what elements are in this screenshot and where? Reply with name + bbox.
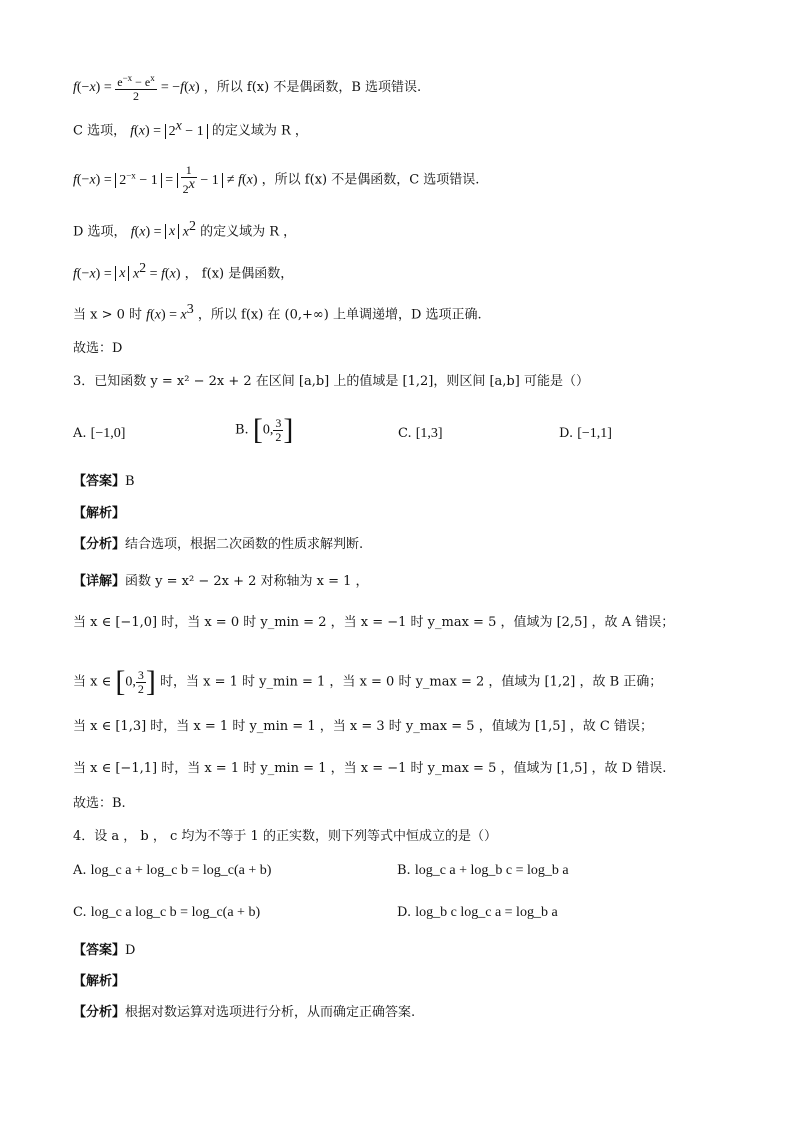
q4-option-a: A. log_c a + log_c b = log_c(a + b) (73, 863, 272, 878)
line-odd-check-b: f(−x) = $\frac{e^{-x} - e^x}{2}$ = −f(x) ，所以 f(x) 不是偶函数，B 选项错误. (73, 73, 422, 103)
q3-case-2: 当 x ∈ [0, $\frac{3}{2}$ ] 时，当 x = 1 时 y_min = 1 ，当 x = 0 时 y_max = 2 ，值域为 [1,2] ，故 B 正确； (73, 665, 663, 698)
q3-case-1: 当 x ∈ [−1,0] 时，当 x = 0 时 y_min = 2 ，当 x = −1 时 y_max = 5 ，值域为 [2,5] ，故 A 错误； (73, 615, 675, 630)
q3-option-a: A. [−1,0] (73, 426, 126, 441)
q3-answer: 【答案】B (73, 474, 135, 489)
q3-analysis-heading: 【解析】 (73, 506, 126, 521)
q3-option-c: C. [1,3] (398, 426, 443, 441)
q4-answer: 【答案】D (73, 943, 136, 958)
q4-option-d: D. log_b c log_c a = log_b a (397, 905, 558, 920)
q3-case-3: 当 x ∈ [1,3] 时，当 x = 1 时 y_min = 1 ，当 x = 3 时 y_max = 5 ，值域为 [1,5] ，故 C 错误； (73, 719, 653, 734)
q3-stem: 3．已知函数 y = x² − 2x + 2 在区间 [a,b] 上的值域是 [1,2]，则区间 [a,b] 可能是（） (73, 374, 589, 389)
q4-option-c: C. log_c a log_c b = log_c(a + b) (73, 905, 261, 920)
q4-fenxi: 【分析】根据对数运算对选项进行分析，从而确定正确答案. (73, 1005, 416, 1020)
line-option-c-check: $f(-x) = 2^{-x} - 1$ = $\frac{1}{2^x}$ − 1 ≠ f(x) ，所以 f(x) 不是偶函数，C 选项错误. (73, 163, 480, 196)
q3-case-4: 当 x ∈ [−1,1] 时，当 x = 1 时 y_min = 1 ，当 x = −1 时 y_max = 5 ，值域为 [1,5] ，故 D 错误. (73, 761, 667, 776)
formula-f-neg-x: f (73, 80, 77, 95)
choice-d-conclusion: 故选：D (73, 341, 123, 356)
line1-text: ，所以 f(x) 不是偶函数，B 选项错误. (203, 80, 422, 95)
q4-option-b: B. log_c a + log_b c = log_b a (397, 863, 569, 878)
q3-fenxi: 【分析】结合选项，根据二次函数的性质求解判断. (73, 537, 364, 552)
q4-analysis-heading: 【解析】 (73, 974, 126, 989)
line-option-d-monotonic: 当 x > 0 时 $f(x) = x^3$ ，所以 f(x) 在 (0,+∞) 上单调递增，D 选项正确. (73, 302, 482, 323)
q4-stem: 4．设 a ， b ， c 均为不等于 1 的正实数，则下列等式中恒成立的是（） (73, 829, 497, 844)
line-option-c-domain: C 选项， $f(x) = 2^x - 1$ 的定义域为 R ， (73, 118, 308, 139)
line-option-d-even: f(−x) = x $x^2 = f(x)$ ， f(x) 是偶函数， (73, 261, 294, 282)
line-option-d-domain: D 选项， f(x) = x $x^2$ 的定义域为 R ， (73, 219, 297, 240)
q3-option-b: B. [0, $\frac{3}{2}$ ] (235, 413, 294, 446)
q3-option-d: D. [−1,1] (559, 426, 612, 441)
q3-xiangjie: 【详解】函数 y = x² − 2x + 2 对称轴为 x = 1 ， (73, 574, 369, 589)
fraction-exp: $\frac{e^{-x} - e^x}{2}$ (117, 73, 155, 103)
q3-conclusion: 故选：B. (73, 796, 126, 811)
